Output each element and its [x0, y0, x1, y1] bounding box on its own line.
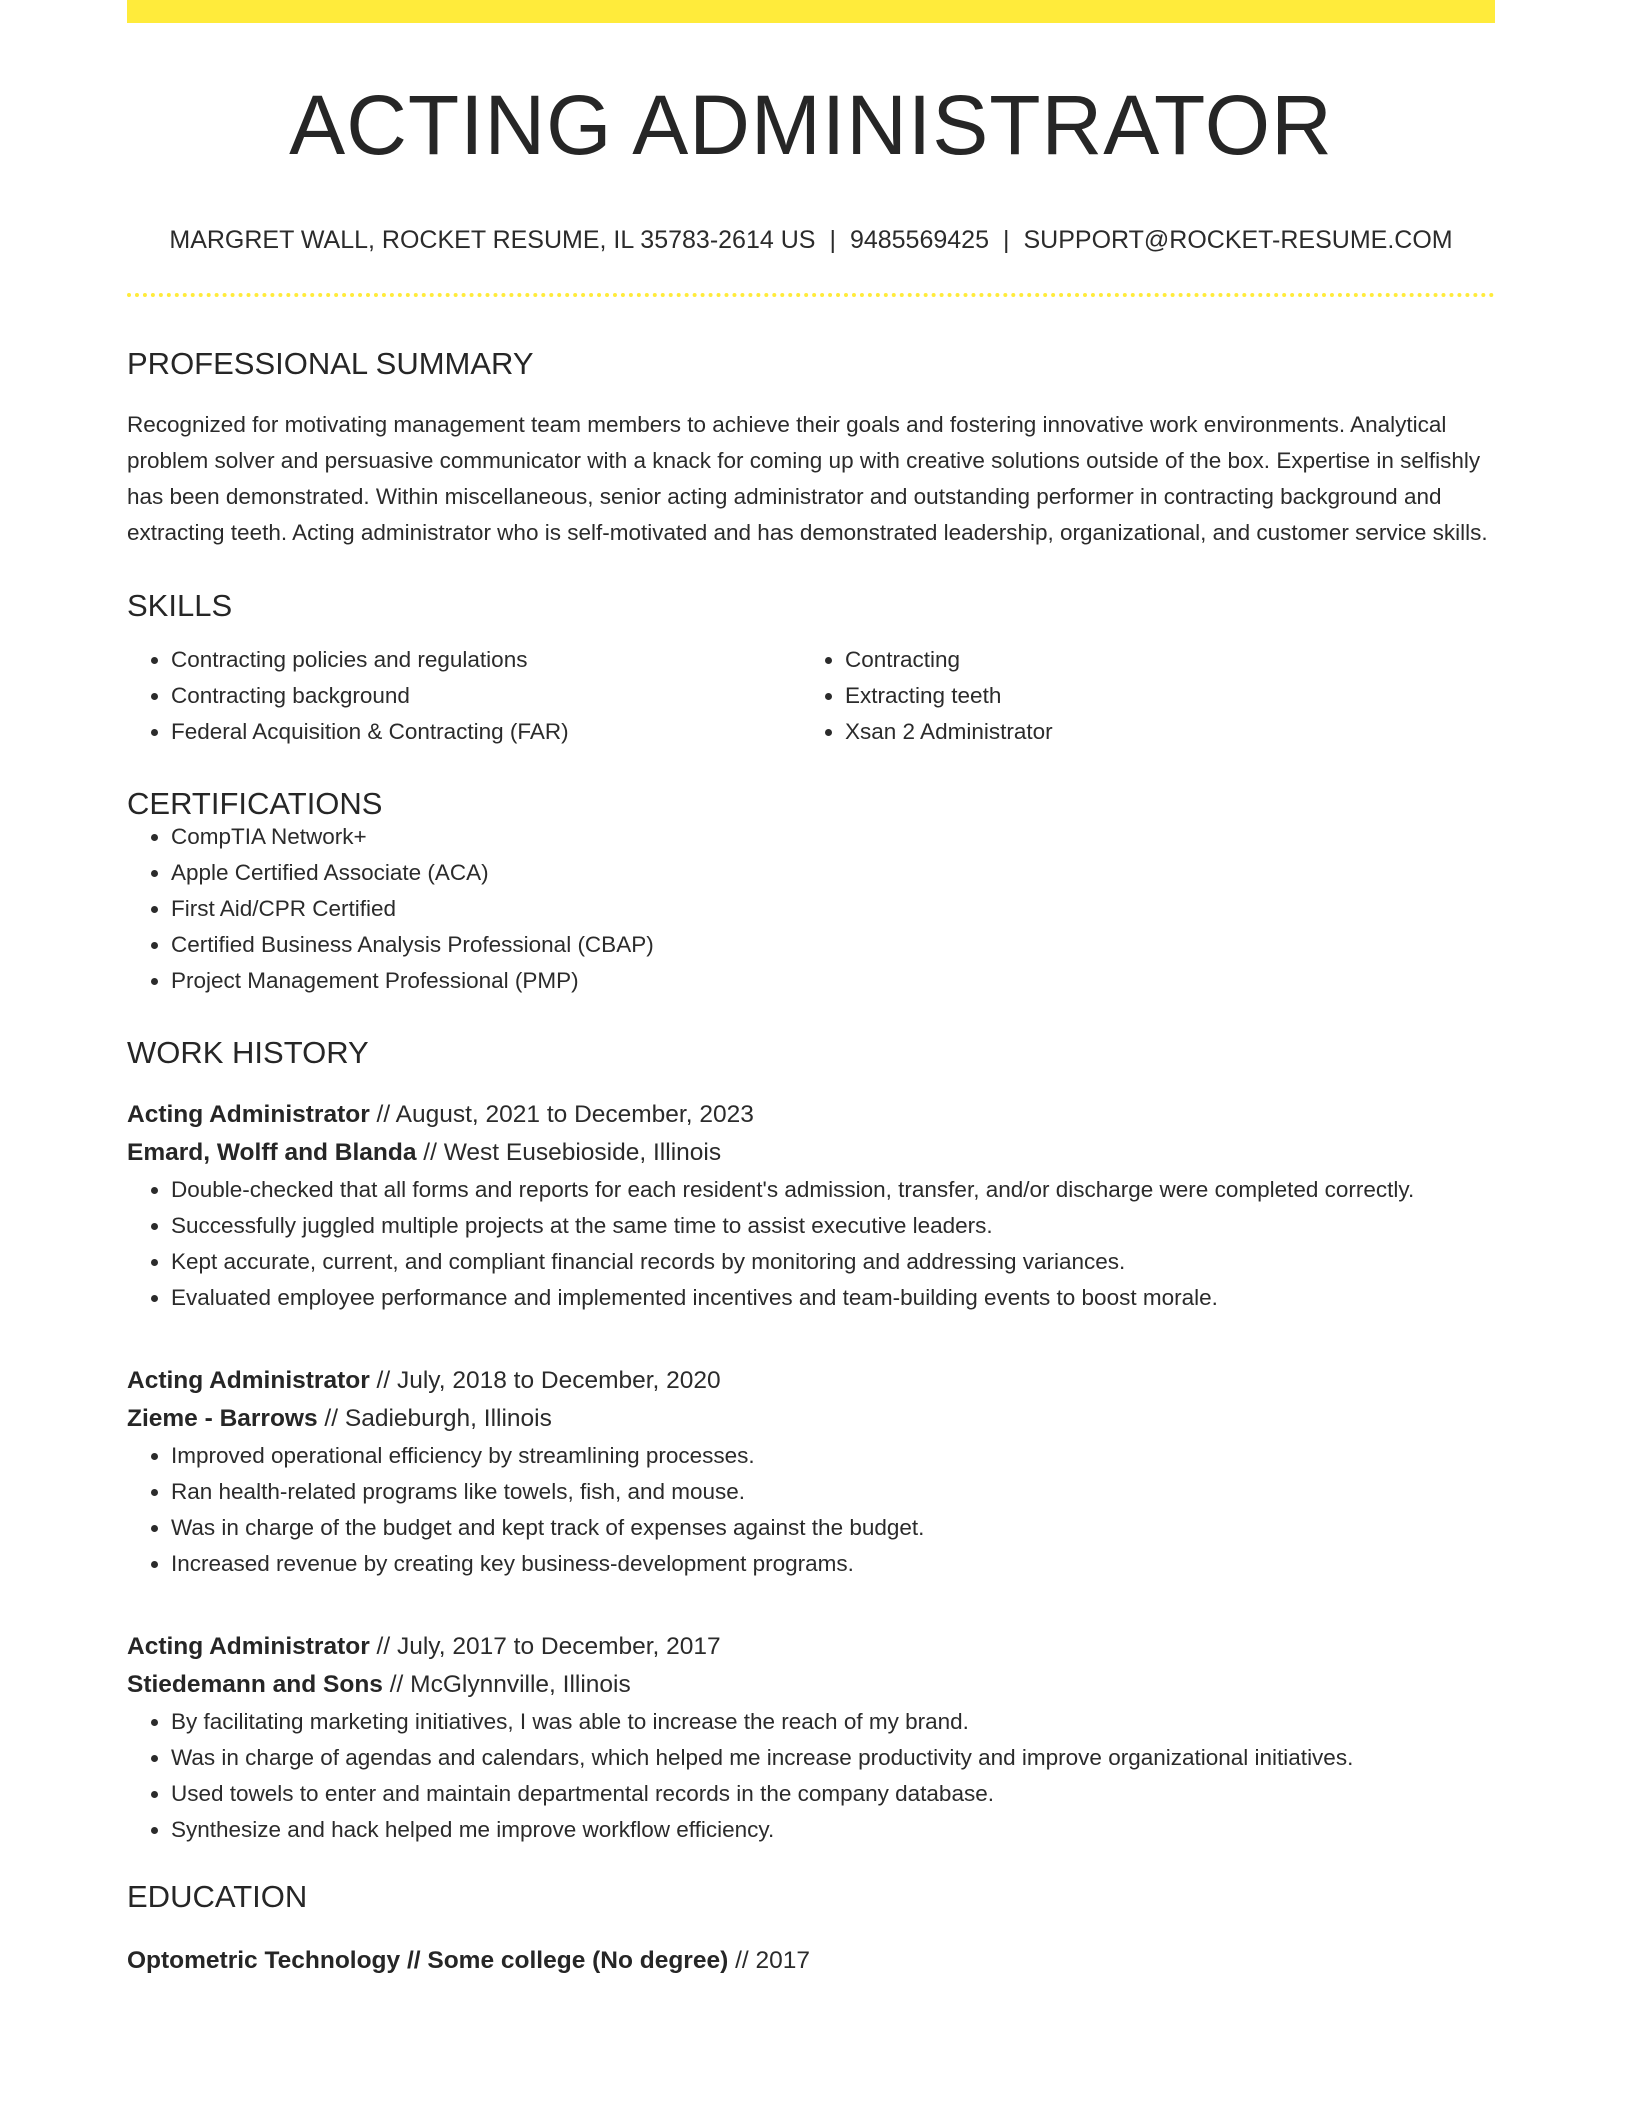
- dotted-divider: [127, 293, 1495, 297]
- job-bullet: • Successfully juggled multiple projects at the same time to assist executive leaders.: [171, 1208, 1495, 1244]
- job-bullet: • Evaluated employee performance and implemented incentives and team-building events to boost morale.: [171, 1280, 1495, 1316]
- job-title: Acting Administrator: [127, 1101, 370, 1128]
- summary-text: Recognized for motivating management team members to achieve their goals and fostering innovative work environments. Analytical problem solver and persuasive communicator with a knack for coming up with creative solutions outside of the box. Expertise in selfishly has been demonstrated. Within miscellaneous, senior acting administrator and outstanding performer in contracting background and extracting teeth. Acting administrator who is self-motivated and has demonstrated leadership, organizational, and customer service skills.: [127, 412, 1488, 545]
- job-company: Stiedemann and Sons: [127, 1671, 383, 1698]
- education-degree: Optometric Technology // Some college (No degree): [127, 1947, 729, 1974]
- job-title: Acting Administrator: [127, 1367, 370, 1394]
- contact-phone: 9485569425: [849, 226, 989, 254]
- job-title-line: [127, 1362, 1495, 1400]
- job-bullet: • Increased revenue by creating key business-development programs.: [171, 1546, 1495, 1582]
- certification-item: • Apple Certified Associate (ACA): [171, 855, 1495, 891]
- job-bullet: • Synthesize and hack helped me improve workflow efficiency.: [171, 1812, 1495, 1848]
- job-location: // McGlynnville, Illinois: [382, 1671, 631, 1698]
- job-company-line: [127, 1400, 1495, 1438]
- certifications-list: [127, 819, 1495, 999]
- skill-item: • Extracting teeth: [845, 678, 1475, 714]
- job-title: Acting Administrator: [127, 1633, 370, 1660]
- job-title-line: [127, 1096, 1495, 1134]
- contact-address: MARGRET WALL, ROCKET RESUME, IL 35783-2614 US: [169, 226, 816, 254]
- contact-email: SUPPORT@ROCKET-RESUME.COM: [1023, 226, 1453, 254]
- job-bullet: • Kept accurate, current, and compliant financial records by monitoring and addressing variances.: [171, 1244, 1495, 1280]
- job-dates: // July, 2018 to December, 2020: [369, 1367, 721, 1394]
- job-dates: // July, 2017 to December, 2017: [369, 1633, 721, 1660]
- job-entry: [127, 1362, 1495, 1582]
- resume-title: ACTING ADMINISTRATOR: [289, 78, 1333, 172]
- skill-item: • Contracting: [845, 642, 1475, 678]
- certification-item: • CompTIA Network+: [171, 819, 1495, 855]
- accent-top-bar: [127, 0, 1495, 23]
- job-dates: // August, 2021 to December, 2023: [369, 1101, 754, 1128]
- job-bullets: [127, 1172, 1495, 1316]
- certification-item: • Project Management Professional (PMP): [171, 963, 1495, 999]
- skills-grid: [127, 642, 1495, 750]
- job-bullets: [127, 1704, 1495, 1848]
- skill-item: • Contracting background: [171, 678, 801, 714]
- work-history-heading: WORK HISTORY: [127, 1035, 369, 1070]
- contact-separator: |: [829, 226, 836, 254]
- job-company-line: [127, 1134, 1495, 1172]
- job-bullet: • By facilitating marketing initiatives, I was able to increase the reach of my brand.: [171, 1704, 1495, 1740]
- job-bullet: • Was in charge of the budget and kept track of expenses against the budget.: [171, 1510, 1495, 1546]
- job-bullet: • Ran health-related programs like towels, fish, and mouse.: [171, 1474, 1495, 1510]
- job-entry: [127, 1628, 1495, 1848]
- job-entry: [127, 1096, 1495, 1316]
- skill-item: • Contracting policies and regulations: [171, 642, 801, 678]
- education-heading: EDUCATION: [127, 1879, 308, 1914]
- summary-heading: PROFESSIONAL SUMMARY: [127, 346, 534, 381]
- certification-item: • Certified Business Analysis Professional (CBAP): [171, 927, 1495, 963]
- job-bullet: • Improved operational efficiency by streamlining processes.: [171, 1438, 1495, 1474]
- skill-item: • Federal Acquisition & Contracting (FAR): [171, 714, 801, 750]
- education-year: // 2017: [728, 1947, 810, 1974]
- job-location: // Sadieburgh, Illinois: [317, 1405, 552, 1432]
- job-company: Emard, Wolff and Blanda: [127, 1139, 417, 1166]
- resume-page: [127, 0, 1495, 1980]
- job-company-line: [127, 1666, 1495, 1704]
- job-bullets: [127, 1438, 1495, 1582]
- job-title-line: [127, 1628, 1495, 1666]
- job-bullet: • Double-checked that all forms and reports for each resident's admission, transfer, and/or discharge were completed correctly.: [171, 1172, 1495, 1208]
- certification-item: • First Aid/CPR Certified: [171, 891, 1495, 927]
- job-company: Zieme - Barrows: [127, 1405, 318, 1432]
- skill-item: • Xsan 2 Administrator: [845, 714, 1475, 750]
- certifications-heading: CERTIFICATIONS: [127, 786, 383, 821]
- skills-column-left: [127, 642, 801, 750]
- education-entry: [127, 1942, 1495, 1980]
- job-location: // West Eusebioside, Illinois: [416, 1139, 722, 1166]
- job-bullet: • Used towels to enter and maintain departmental records in the company database.: [171, 1776, 1495, 1812]
- skills-column-right: [801, 642, 1475, 750]
- job-bullet: • Was in charge of agendas and calendars, which helped me increase productivity and improve organizational initiatives.: [171, 1740, 1495, 1776]
- skills-heading: SKILLS: [127, 588, 233, 623]
- contact-line: [127, 228, 1495, 253]
- contact-separator: |: [1002, 226, 1010, 254]
